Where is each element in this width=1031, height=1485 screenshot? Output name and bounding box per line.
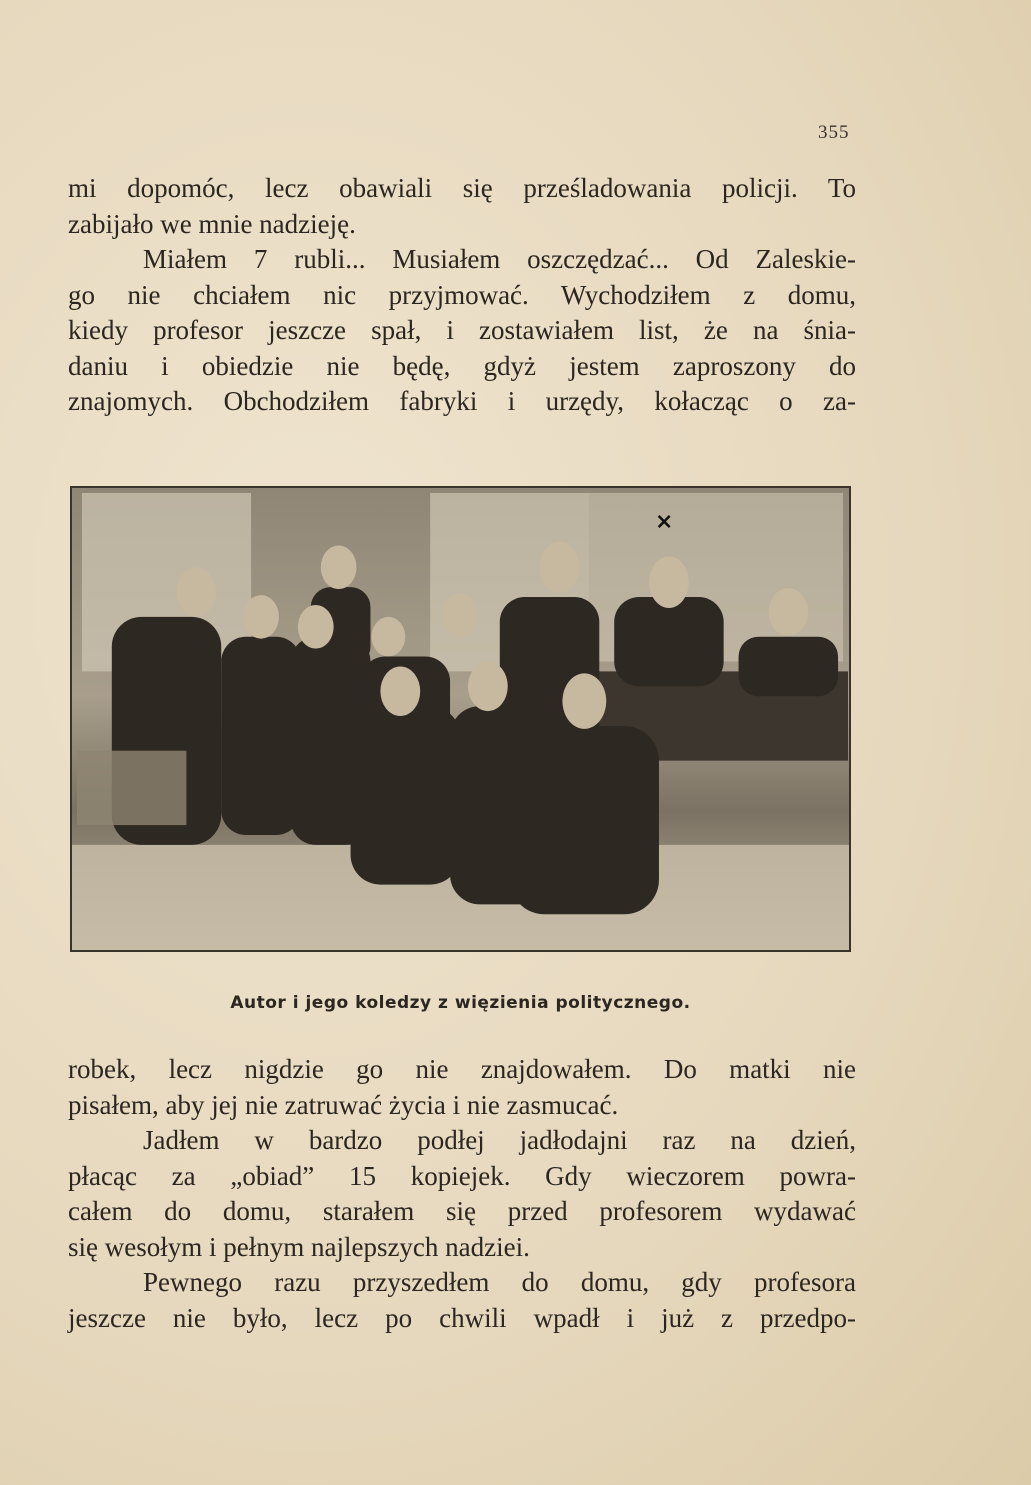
text-line: daniu i obiedzie nie będę, gdyż jestem zaproszony do (68, 350, 856, 381)
x-mark: × (654, 509, 674, 535)
text-line: Jadłem w bardzo podłej jadłodajni raz na dzień, (143, 1125, 856, 1155)
paragraph-top (68, 171, 856, 420)
text-line: go nie chciałem nic przyjmować. Wychodziłem z domu, (68, 279, 856, 310)
text-line: płacąc za „obiad” 15 kopiejek. Gdy wieczorem powra- (68, 1160, 856, 1191)
page-number: 355 (818, 122, 850, 143)
text-line: Pewnego razu przyszedłem do domu, gdy profesora (143, 1267, 856, 1297)
text-line: robek, lecz nigdzie go nie znajdowałem. Do matki nie (68, 1054, 856, 1084)
text-line: całem do domu, starałem się przed profesorem wydawać (68, 1196, 856, 1226)
text-line: Miałem 7 rubli... Musiałem oszczędzać... Od Zaleskie- (143, 244, 856, 274)
text-line: kiedy profesor jeszcze spał, i zostawiałem list, że na śnia- (68, 315, 856, 345)
text-line: się wesołym i pełnym najlepszych nadziei. (68, 1231, 530, 1262)
group-photograph (70, 486, 851, 952)
text-line: mi dopomóc, lecz obawiali się prześladowania policji. To (68, 173, 856, 203)
text-line: jeszcze nie było, lecz po chwili wpadł i już z przedpo- (68, 1302, 856, 1333)
photo-image (72, 488, 849, 950)
figure-caption: Autor i jego koledzy z więzienia politycznego. (230, 993, 691, 1013)
text-line: znajomych. Obchodziłem fabryki i urzędy, kołacząc o za- (68, 386, 856, 416)
text-line: zabijało we mnie nadzieję. (68, 208, 356, 239)
text-line: pisałem, aby jej nie zatruwać życia i nie zasmucać. (68, 1089, 619, 1120)
paragraph-bottom (68, 1052, 856, 1336)
